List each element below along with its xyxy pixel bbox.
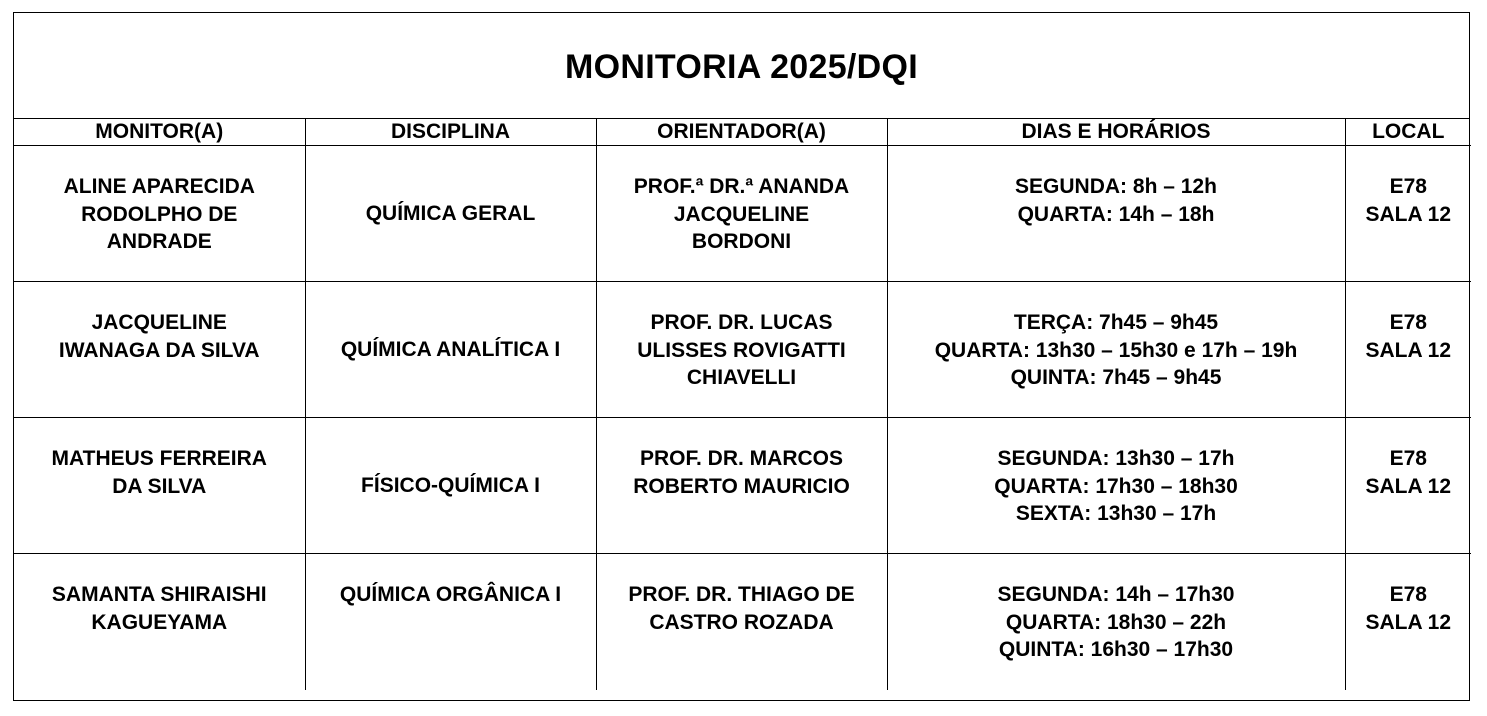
disciplina-cell: QUÍMICA ANALÍTICA I [305,282,596,418]
local-cell [1345,554,1471,690]
header-horarios: DIAS E HORÁRIOS [887,119,1345,146]
monitor-name-line: RODOLPHO DE [81,202,238,226]
local-line: E78 [1389,311,1427,334]
horario-line: QUARTA: 14h – 18h [1017,202,1215,226]
horario-line: SEXTA: 13h30 – 17h [1015,502,1217,525]
table-row [14,282,1471,418]
monitor-name-line: MATHEUS FERREIRA [51,447,267,470]
orientador-line: BORDONI [691,230,792,253]
schedule-sheet [13,12,1470,701]
orientador-line: ULISSES ROVIGATTI [637,338,846,362]
disciplina-cell: QUÍMICA ORGÂNICA I [305,554,596,690]
monitor-name-line: KAGUEYAMA [91,610,228,634]
horarios-cell [887,554,1345,690]
horarios-cell [887,146,1345,282]
horario-line: SEGUNDA: 13h30 – 17h [997,447,1235,470]
header-monitor: MONITOR(A) [14,119,305,146]
local-cell [1345,418,1471,554]
monitor-name-line: SAMANTA SHIRAISHI [51,583,267,606]
local-line: E78 [1389,175,1427,198]
horario-line: QUINTA: 7h45 – 9h45 [1010,366,1222,389]
orientador-line: PROF. DR. LUCAS [650,311,833,334]
local-line: E78 [1389,583,1427,606]
monitor-name-line: ANDRADE [106,230,212,253]
horario-line: SEGUNDA: 14h – 17h30 [997,583,1235,606]
monitor-cell [14,282,305,418]
local-cell [1345,282,1471,418]
orientador-line: JACQUELINE [673,202,810,226]
local-line: SALA 12 [1365,474,1452,498]
local-line: SALA 12 [1365,202,1452,226]
horario-line: TERÇA: 7h45 – 9h45 [1013,311,1219,334]
disciplina-cell: QUÍMICA GERAL [305,146,596,282]
horarios-cell [887,282,1345,418]
horario-line: SEGUNDA: 8h – 12h [1015,175,1217,198]
monitor-name-line: JACQUELINE [91,311,227,334]
monitor-cell [14,554,305,690]
table-row [14,554,1471,690]
header-row [14,119,1471,146]
orientador-line: PROF. DR. THIAGO DE [628,583,855,606]
disciplina-cell: FÍSICO-QUÍMICA I [305,418,596,554]
orientador-line: ROBERTO MAURICIO [633,474,850,498]
header-orientador: ORIENTADOR(A) [596,119,887,146]
local-line: SALA 12 [1365,338,1452,362]
orientador-line: CASTRO ROZADA [649,610,834,634]
horario-line: QUARTA: 13h30 – 15h30 e 17h – 19h [934,338,1298,362]
schedule-table [14,119,1471,690]
horario-line: QUARTA: 17h30 – 18h30 [994,474,1238,498]
orientador-line: PROF. DR. MARCOS [639,447,843,470]
header-disciplina: DISCIPLINA [305,119,596,146]
local-line: E78 [1389,447,1427,470]
orientador-cell [596,282,887,418]
orientador-line: PROF.ª DR.ª ANANDA [633,175,850,198]
monitor-name-line: DA SILVA [112,474,207,498]
local-line: SALA 12 [1365,610,1452,634]
orientador-cell [596,554,887,690]
monitor-cell [14,146,305,282]
orientador-line: CHIAVELLI [686,366,797,389]
page-title: MONITORIA 2025/DQI [564,48,919,86]
monitor-name-line: IWANAGA DA SILVA [58,338,260,362]
orientador-cell [596,418,887,554]
local-cell [1345,146,1471,282]
horario-line: QUARTA: 18h30 – 22h [1005,610,1227,634]
orientador-cell [596,146,887,282]
monitor-name-line: ALINE APARECIDA [63,175,255,198]
horario-line: QUINTA: 16h30 – 17h30 [998,638,1234,661]
table-row [14,146,1471,282]
title-row [14,13,1469,119]
header-local: LOCAL [1345,119,1471,146]
table-row [14,418,1471,554]
monitor-cell [14,418,305,554]
horarios-cell [887,418,1345,554]
